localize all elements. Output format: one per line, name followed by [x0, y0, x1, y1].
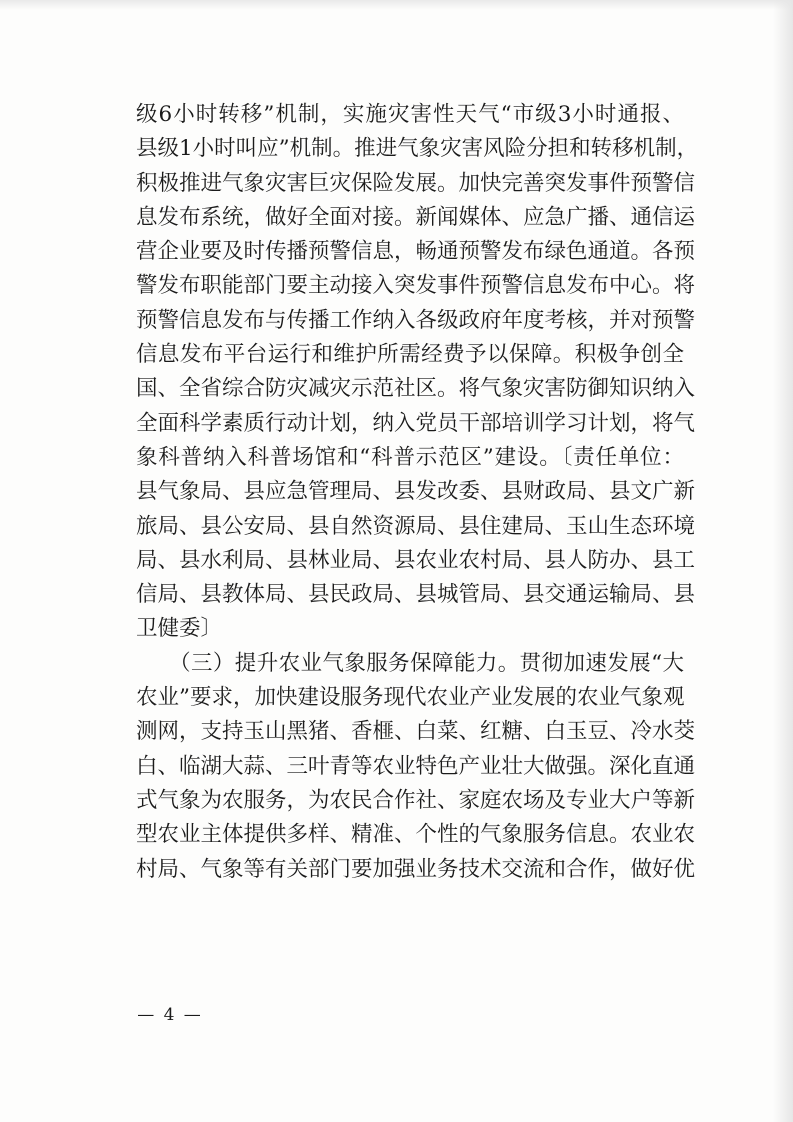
- text-line: 农业”要求，加快建设服务现代农业产业发展的农业气象观: [136, 685, 685, 711]
- text-line: 县级1小时叫应”机制。推进气象灾害风险分担和转移机制，: [136, 136, 699, 162]
- text-line: 全面科学素质行动计划，纳入党员干部培训学习计划，将气: [136, 410, 696, 436]
- text-line: 式气象为农服务，为农民合作社、家庭农场及专业大户等新: [136, 787, 696, 813]
- section-three-heading-line: （三）提升农业气象服务保障能力。贯彻加速发展“大: [136, 650, 684, 676]
- text-line: 县气象局、县应急管理局、县发改委、县财政局、县文广新: [136, 479, 696, 505]
- body-text: [136, 98, 699, 887]
- text-line: 象科普纳入科普场馆和“科普示范区”建设。〔责任单位：: [136, 444, 684, 470]
- text-line: 型农业主体提供多样、精准、个性的气象服务信息。农业农: [136, 822, 696, 848]
- text-line: 局、县水利局、县林业局、县农业农村局、县人防办、县工: [136, 547, 696, 573]
- scan-edge-right: [773, 0, 793, 1122]
- text-line: 旅局、县公安局、县自然资源局、县住建局、玉山生态环境: [136, 513, 696, 539]
- text-line: 村局、气象等有关部门要加强业务技术交流和合作，做好优: [136, 856, 696, 882]
- page-number: — 4 —: [137, 1005, 203, 1025]
- text-line: 测网，支持玉山黑猪、香榧、白菜、红糖、白玉豆、冷水茭: [136, 719, 696, 745]
- text-line: 卫健委〕: [136, 616, 223, 642]
- text-line: 信局、县教体局、县民政局、县城管局、县交通运输局、县: [136, 582, 696, 608]
- text-line: 营企业要及时传播预警信息，畅通预警发布绿色通道。各预: [136, 239, 696, 265]
- text-line: 国、全省综合防灾减灾示范社区。将气象灾害防御知识纳入: [136, 376, 696, 402]
- scan-edge-top: [0, 0, 793, 10]
- text-line: 白、临湖大蒜、三叶青等农业特色产业壮大做强。深化直通: [136, 753, 696, 779]
- text-line: 息发布系统，做好全面对接。新闻媒体、应急广播、通信运: [136, 204, 696, 230]
- text-line: 级6小时转移”机制，实施灾害性天气“市级3小时通报、: [136, 102, 684, 127]
- text-line: 积极推进气象灾害巨灾保险发展。加快完善突发事件预警信: [136, 170, 696, 196]
- text-line: 信息发布平台运行和维护所需经费予以保障。积极争创全: [136, 342, 684, 368]
- text-line: 预警信息发布与传播工作纳入各级政府年度考核，并对预警: [136, 307, 696, 333]
- text-line: 警发布职能部门要主动接入突发事件预警信息发布中心。将: [136, 273, 696, 299]
